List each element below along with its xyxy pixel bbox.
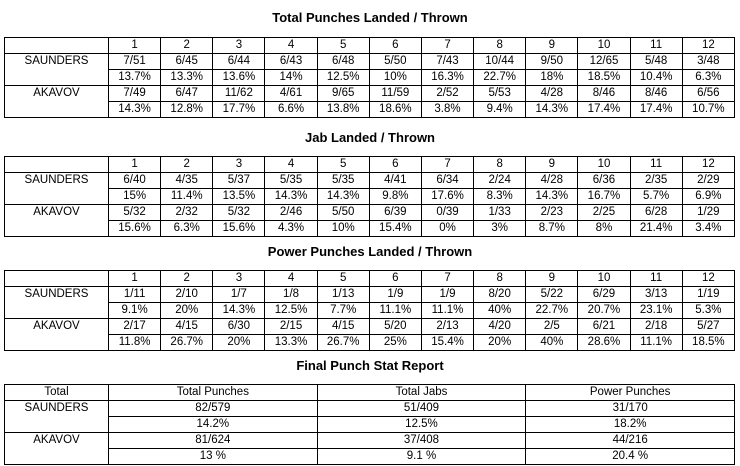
percent-cell: 16.3% (421, 70, 473, 86)
landed-thrown-cell: 6/48 (317, 54, 369, 70)
percent-cell: 3.8% (421, 102, 473, 118)
final-count-cell: 31/170 (526, 401, 735, 417)
round-header-row (5, 38, 735, 54)
landed-thrown-cell: 6/43 (265, 54, 317, 70)
round-header-cell: 11 (630, 157, 682, 173)
percent-cell: 21.4% (630, 221, 682, 237)
landed-thrown-cell: 11/62 (213, 86, 265, 102)
landed-thrown-cell: 2/13 (421, 319, 473, 335)
round-header-cell: 8 (474, 271, 526, 287)
percent-cell: 13.5% (213, 189, 265, 205)
percent-cell: 4.3% (265, 221, 317, 237)
landed-thrown-cell: 6/21 (578, 319, 630, 335)
percent-cell: 17.4% (630, 102, 682, 118)
final-header-cell: Total Jabs (317, 385, 526, 401)
percent-cell: 15% (109, 189, 161, 205)
percent-cell: 23.1% (630, 303, 682, 319)
landed-thrown-cell: 5/50 (317, 205, 369, 221)
percent-cell: 14.3% (109, 102, 161, 118)
round-header-cell: 1 (109, 38, 161, 54)
round-header-cell: 5 (317, 157, 369, 173)
landed-thrown-cell: 5/48 (630, 54, 682, 70)
fighter-name-spacer (5, 70, 109, 86)
percent-cell: 10.7% (682, 102, 734, 118)
round-header-cell: 6 (369, 38, 421, 54)
fighter-count-row (5, 54, 735, 70)
landed-thrown-cell: 5/35 (265, 173, 317, 189)
percent-cell: 8.3% (474, 189, 526, 205)
landed-thrown-cell: 5/22 (526, 287, 578, 303)
landed-thrown-cell: 1/13 (317, 287, 369, 303)
round-header-cell: 3 (213, 157, 265, 173)
landed-thrown-cell: 2/18 (630, 319, 682, 335)
percent-cell: 9.4% (474, 102, 526, 118)
round-header-cell: 7 (421, 271, 473, 287)
round-header-cell: 5 (317, 271, 369, 287)
landed-thrown-cell: 1/7 (213, 287, 265, 303)
percent-cell: 13.6% (213, 70, 265, 86)
landed-thrown-cell: 9/50 (526, 54, 578, 70)
header-blank-cell (5, 271, 109, 287)
landed-thrown-cell: 1/29 (682, 205, 734, 221)
landed-thrown-cell: 7/51 (109, 54, 161, 70)
percent-cell: 10.4% (630, 70, 682, 86)
percent-cell: 5.7% (630, 189, 682, 205)
final-percent-cell: 13 % (109, 449, 318, 465)
percent-cell: 9.1% (109, 303, 161, 319)
landed-thrown-cell: 8/20 (474, 287, 526, 303)
percent-cell: 28.6% (578, 335, 630, 351)
fighter-percent-row (5, 70, 735, 86)
percent-cell: 17.7% (213, 102, 265, 118)
percent-cell: 17.4% (578, 102, 630, 118)
percent-cell: 8.7% (526, 221, 578, 237)
percent-cell: 14.3% (213, 303, 265, 319)
round-header-cell: 10 (578, 38, 630, 54)
fighter-name-spacer (5, 449, 109, 465)
percent-cell: 13.7% (109, 70, 161, 86)
round-header-cell: 2 (161, 38, 213, 54)
landed-thrown-cell: 5/53 (474, 86, 526, 102)
fighter-percent-row (5, 189, 735, 205)
percent-cell: 12.5% (265, 303, 317, 319)
percent-cell: 6.6% (265, 102, 317, 118)
percent-cell: 14.3% (317, 189, 369, 205)
final-header-cell: Total Punches (109, 385, 318, 401)
landed-thrown-cell: 2/23 (526, 205, 578, 221)
percent-cell: 14.3% (265, 189, 317, 205)
percent-cell: 11.4% (161, 189, 213, 205)
percent-cell: 17.6% (421, 189, 473, 205)
final-header-cell: Power Punches (526, 385, 735, 401)
percent-cell: 15.4% (421, 335, 473, 351)
landed-thrown-cell: 5/20 (369, 319, 421, 335)
total-punches-title: Total Punches Landed / Thrown (272, 10, 468, 25)
landed-thrown-cell: 0/39 (421, 205, 473, 221)
final-count-cell: 81/624 (109, 433, 318, 449)
landed-thrown-cell: 5/32 (109, 205, 161, 221)
percent-cell: 15.4% (369, 221, 421, 237)
fighter-percent-row (5, 102, 735, 118)
landed-thrown-cell: 4/15 (317, 319, 369, 335)
percent-cell: 25% (369, 335, 421, 351)
fighter-count-row (5, 205, 735, 221)
percent-cell: 11.1% (630, 335, 682, 351)
percent-cell: 6.9% (682, 189, 734, 205)
round-header-cell: 11 (630, 38, 682, 54)
landed-thrown-cell: 2/29 (682, 173, 734, 189)
jab-table (4, 156, 735, 237)
round-header-cell: 1 (109, 157, 161, 173)
final-count-row (5, 401, 735, 417)
landed-thrown-cell: 4/35 (161, 173, 213, 189)
total-punches-table (4, 37, 735, 118)
fighter-count-row (5, 173, 735, 189)
round-header-cell: 3 (213, 271, 265, 287)
landed-thrown-cell: 5/37 (213, 173, 265, 189)
fighter-name: SAUNDERS (5, 287, 109, 303)
fighter-name-spacer (5, 221, 109, 237)
landed-thrown-cell: 10/44 (474, 54, 526, 70)
final-count-cell: 82/579 (109, 401, 318, 417)
percent-cell: 20% (161, 303, 213, 319)
percent-cell: 11.1% (421, 303, 473, 319)
jab-title: Jab Landed / Thrown (304, 130, 435, 145)
landed-thrown-cell: 2/15 (265, 319, 317, 335)
round-header-cell: 6 (369, 157, 421, 173)
landed-thrown-cell: 6/56 (682, 86, 734, 102)
final-percent-row (5, 417, 735, 433)
round-header-cell: 1 (109, 271, 161, 287)
landed-thrown-cell: 4/28 (526, 173, 578, 189)
round-header-cell: 12 (682, 271, 734, 287)
percent-cell: 3% (474, 221, 526, 237)
power-punches-title: Power Punches Landed / Thrown (267, 244, 473, 259)
percent-cell: 10% (369, 70, 421, 86)
landed-thrown-cell: 4/61 (265, 86, 317, 102)
final-percent-cell: 12.5% (317, 417, 526, 433)
percent-cell: 0% (421, 221, 473, 237)
landed-thrown-cell: 4/41 (369, 173, 421, 189)
percent-cell: 13.3% (265, 335, 317, 351)
landed-thrown-cell: 2/10 (161, 287, 213, 303)
landed-thrown-cell: 6/40 (109, 173, 161, 189)
round-header-cell: 10 (578, 271, 630, 287)
percent-cell: 3.4% (682, 221, 734, 237)
landed-thrown-cell: 6/44 (213, 54, 265, 70)
landed-thrown-cell: 8/46 (630, 86, 682, 102)
percent-cell: 6.3% (682, 70, 734, 86)
fighter-name: SAUNDERS (5, 401, 109, 417)
landed-thrown-cell: 3/13 (630, 287, 682, 303)
fighter-name-spacer (5, 335, 109, 351)
final-count-cell: 51/409 (317, 401, 526, 417)
final-count-cell: 44/216 (526, 433, 735, 449)
round-header-cell: 2 (161, 271, 213, 287)
round-header-cell: 9 (526, 38, 578, 54)
landed-thrown-cell: 11/59 (369, 86, 421, 102)
final-count-row (5, 433, 735, 449)
round-header-cell: 9 (526, 157, 578, 173)
percent-cell: 18.5% (578, 70, 630, 86)
landed-thrown-cell: 5/27 (682, 319, 734, 335)
fighter-name-spacer (5, 303, 109, 319)
fighter-count-row (5, 287, 735, 303)
fighter-name: AKAVOV (5, 205, 109, 221)
fighter-name: AKAVOV (5, 433, 109, 449)
percent-cell: 15.6% (109, 221, 161, 237)
round-header-cell: 12 (682, 38, 734, 54)
landed-thrown-cell: 4/15 (161, 319, 213, 335)
landed-thrown-cell: 5/50 (369, 54, 421, 70)
fighter-name: SAUNDERS (5, 54, 109, 70)
percent-cell: 14.3% (526, 189, 578, 205)
final-header-cell: Total (5, 385, 109, 401)
round-header-row (5, 157, 735, 173)
landed-thrown-cell: 6/47 (161, 86, 213, 102)
percent-cell: 10% (317, 221, 369, 237)
round-header-cell: 8 (474, 38, 526, 54)
percent-cell: 20.7% (578, 303, 630, 319)
landed-thrown-cell: 2/17 (109, 319, 161, 335)
percent-cell: 12.5% (317, 70, 369, 86)
percent-cell: 26.7% (317, 335, 369, 351)
final-percent-cell: 18.2% (526, 417, 735, 433)
round-header-cell: 11 (630, 271, 682, 287)
percent-cell: 26.7% (161, 335, 213, 351)
landed-thrown-cell: 6/29 (578, 287, 630, 303)
fighter-name-spacer (5, 417, 109, 433)
landed-thrown-cell: 9/65 (317, 86, 369, 102)
landed-thrown-cell: 2/52 (421, 86, 473, 102)
percent-cell: 9.8% (369, 189, 421, 205)
round-header-cell: 3 (213, 38, 265, 54)
landed-thrown-cell: 1/33 (474, 205, 526, 221)
fighter-name: AKAVOV (5, 319, 109, 335)
landed-thrown-cell: 4/28 (526, 86, 578, 102)
percent-cell: 18% (526, 70, 578, 86)
landed-thrown-cell: 1/19 (682, 287, 734, 303)
landed-thrown-cell: 3/48 (682, 54, 734, 70)
landed-thrown-cell: 2/25 (578, 205, 630, 221)
percent-cell: 13.8% (317, 102, 369, 118)
fighter-name: SAUNDERS (5, 173, 109, 189)
landed-thrown-cell: 2/32 (161, 205, 213, 221)
final-header-row (5, 385, 735, 401)
landed-thrown-cell: 8/46 (578, 86, 630, 102)
landed-thrown-cell: 1/9 (421, 287, 473, 303)
percent-cell: 40% (474, 303, 526, 319)
percent-cell: 18.5% (682, 335, 734, 351)
final-percent-cell: 14.2% (109, 417, 318, 433)
fighter-name-spacer (5, 189, 109, 205)
landed-thrown-cell: 6/45 (161, 54, 213, 70)
percent-cell: 6.3% (161, 221, 213, 237)
percent-cell: 5.3% (682, 303, 734, 319)
round-header-cell: 10 (578, 157, 630, 173)
landed-thrown-cell: 7/43 (421, 54, 473, 70)
landed-thrown-cell: 2/5 (526, 319, 578, 335)
round-header-cell: 12 (682, 157, 734, 173)
final-report-table (4, 384, 735, 465)
landed-thrown-cell: 5/32 (213, 205, 265, 221)
percent-cell: 22.7% (474, 70, 526, 86)
round-header-cell: 7 (421, 157, 473, 173)
percent-cell: 14.3% (526, 102, 578, 118)
percent-cell: 12.8% (161, 102, 213, 118)
landed-thrown-cell: 2/46 (265, 205, 317, 221)
landed-thrown-cell: 4/20 (474, 319, 526, 335)
percent-cell: 11.1% (369, 303, 421, 319)
landed-thrown-cell: 6/34 (421, 173, 473, 189)
landed-thrown-cell: 1/8 (265, 287, 317, 303)
round-header-cell: 4 (265, 157, 317, 173)
percent-cell: 7.7% (317, 303, 369, 319)
round-header-cell: 9 (526, 271, 578, 287)
round-header-cell: 4 (265, 271, 317, 287)
round-header-cell: 2 (161, 157, 213, 173)
fighter-percent-row (5, 335, 735, 351)
header-blank-cell (5, 38, 109, 54)
fighter-count-row (5, 319, 735, 335)
percent-cell: 11.8% (109, 335, 161, 351)
round-header-cell: 5 (317, 38, 369, 54)
percent-cell: 22.7% (526, 303, 578, 319)
round-header-cell: 8 (474, 157, 526, 173)
round-header-cell: 6 (369, 271, 421, 287)
power-punches-table (4, 270, 735, 351)
landed-thrown-cell: 2/35 (630, 173, 682, 189)
landed-thrown-cell: 7/49 (109, 86, 161, 102)
final-percent-cell: 9.1 % (317, 449, 526, 465)
fighter-percent-row (5, 303, 735, 319)
percent-cell: 13.3% (161, 70, 213, 86)
landed-thrown-cell: 12/65 (578, 54, 630, 70)
landed-thrown-cell: 2/24 (474, 173, 526, 189)
landed-thrown-cell: 5/35 (317, 173, 369, 189)
final-report-title: Final Punch Stat Report (296, 358, 444, 373)
percent-cell: 20% (213, 335, 265, 351)
percent-cell: 40% (526, 335, 578, 351)
percent-cell: 16.7% (578, 189, 630, 205)
header-blank-cell (5, 157, 109, 173)
percent-cell: 8% (578, 221, 630, 237)
round-header-cell: 7 (421, 38, 473, 54)
percent-cell: 18.6% (369, 102, 421, 118)
percent-cell: 14% (265, 70, 317, 86)
fighter-percent-row (5, 221, 735, 237)
percent-cell: 20% (474, 335, 526, 351)
landed-thrown-cell: 6/36 (578, 173, 630, 189)
final-percent-row (5, 449, 735, 465)
fighter-name-spacer (5, 102, 109, 118)
landed-thrown-cell: 6/30 (213, 319, 265, 335)
landed-thrown-cell: 1/9 (369, 287, 421, 303)
landed-thrown-cell: 6/39 (369, 205, 421, 221)
final-percent-cell: 20.4 % (526, 449, 735, 465)
landed-thrown-cell: 1/11 (109, 287, 161, 303)
round-header-row (5, 271, 735, 287)
fighter-count-row (5, 86, 735, 102)
landed-thrown-cell: 6/28 (630, 205, 682, 221)
fighter-name: AKAVOV (5, 86, 109, 102)
round-header-cell: 4 (265, 38, 317, 54)
percent-cell: 15.6% (213, 221, 265, 237)
final-count-cell: 37/408 (317, 433, 526, 449)
